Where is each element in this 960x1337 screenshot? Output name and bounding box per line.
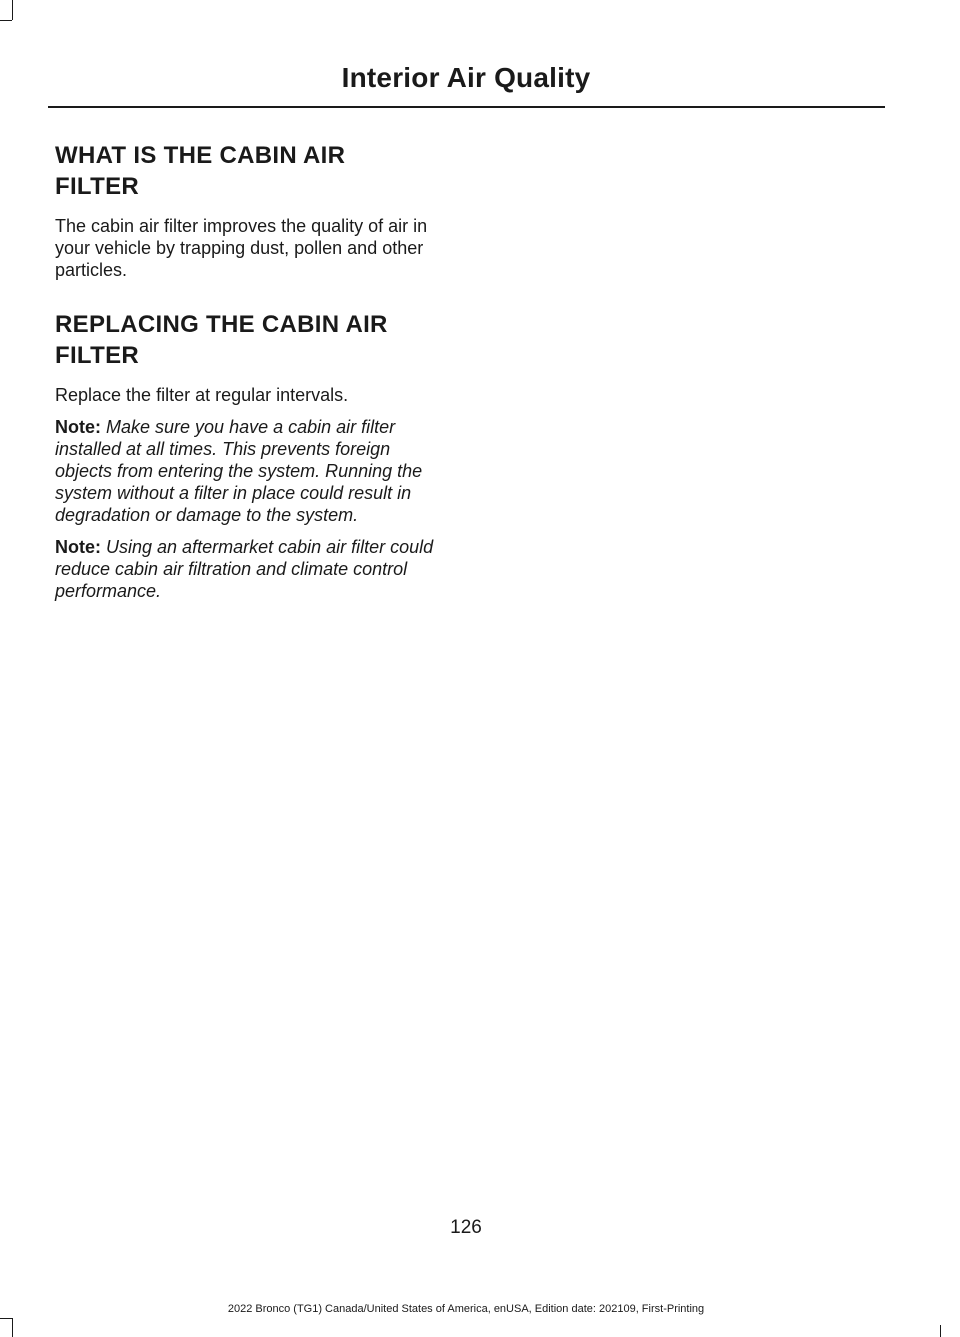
footer-edition-text: 2022 Bronco (TG1) Canada/United States of America, enUSA, Edition date: 202109, First-Printing — [227, 1303, 705, 1315]
note-aftermarket-filter — [55, 536, 450, 602]
content-column — [55, 140, 450, 612]
crop-mark — [0, 20, 12, 21]
crop-mark — [12, 0, 13, 20]
note-text: Using an aftermarket cabin air filter could reduce cabin air filtration and climate control performance. — [55, 537, 434, 601]
section-heading-replacing-filter — [55, 309, 450, 371]
header-divider — [48, 106, 885, 108]
heading-line: WHAT IS THE CABIN AIR — [55, 142, 346, 169]
note-text: Make sure you have a cabin air filter installed at all times. This prevents foreign objects from entering the system. Running the system without a filter in place could result in degradation or damage to the system. — [55, 417, 423, 525]
heading-line: FILTER — [55, 342, 140, 369]
crop-mark — [12, 1318, 13, 1337]
page-number: 126 — [450, 1217, 482, 1238]
crop-mark — [940, 1325, 941, 1337]
paragraph-cabin-filter-intro: The cabin air filter improves the quality of air in your vehicle by trapping dust, pollen and other particles. — [55, 216, 428, 280]
note-filter-installed — [55, 416, 450, 526]
note-label: Note: — [55, 417, 101, 437]
paragraph-replace-intervals: Replace the filter at regular intervals. — [55, 385, 349, 405]
heading-line: FILTER — [55, 173, 140, 200]
section-heading-cabin-filter — [55, 140, 450, 202]
note-label: Note: — [55, 537, 101, 557]
crop-mark — [0, 1318, 12, 1319]
page-header-title: Interior Air Quality — [341, 62, 591, 93]
heading-line: REPLACING THE CABIN AIR — [55, 311, 388, 338]
